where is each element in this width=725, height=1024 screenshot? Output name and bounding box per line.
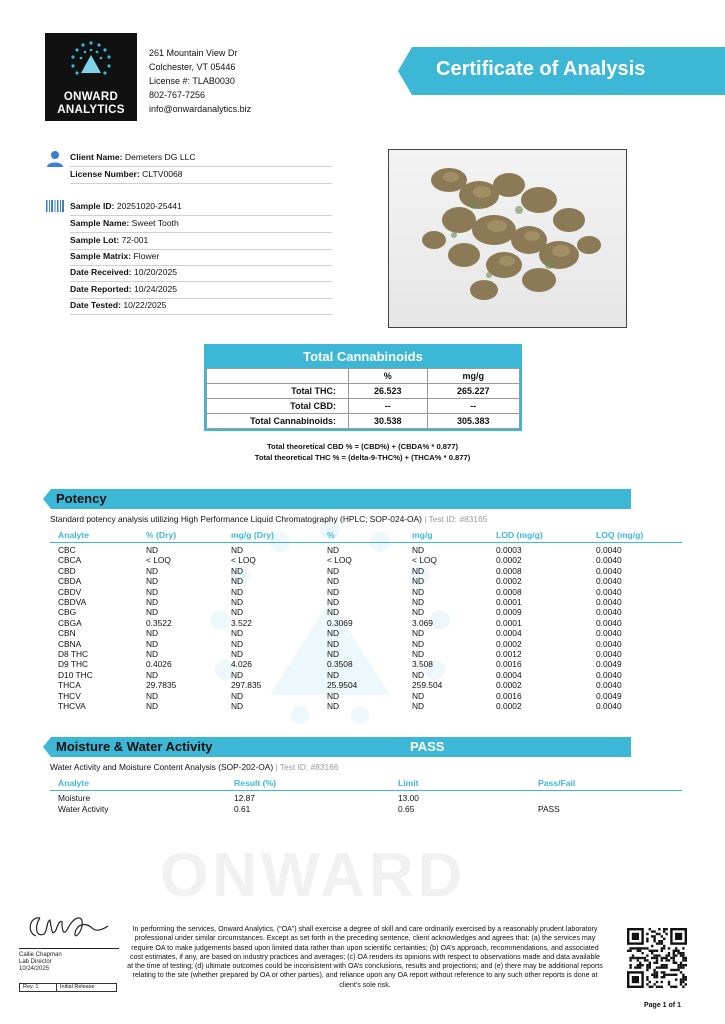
potency-cell-mg: ND xyxy=(412,607,425,618)
revision-note: Initial Release xyxy=(56,984,95,991)
user-icon xyxy=(46,150,64,168)
potency-cell-lod: 0.0002 xyxy=(496,576,522,587)
table-header-row xyxy=(207,369,520,384)
moisture-cell-result: 12.87 xyxy=(234,793,255,803)
moisture-cell-pass-fail: PASS xyxy=(538,803,560,814)
address-email: info@onwardanalytics.biz xyxy=(149,104,252,114)
table-row xyxy=(207,399,520,414)
date-tested-row xyxy=(70,298,332,315)
potency-desc-text: Standard potency analysis utilizing High Performance Liquid Chromatography (HPLC; SOP-024-OA) xyxy=(50,514,422,524)
client-license: CLTV0068 xyxy=(142,169,183,179)
potency-cell-mg-dry: 3.522 xyxy=(231,617,252,628)
potency-cell-pct-dry: ND xyxy=(146,669,159,680)
potency-cell-lod: 0.0002 xyxy=(496,680,522,691)
row-mg: 305.383 xyxy=(427,414,519,429)
moisture-cell-analyte: Water Activity xyxy=(58,803,109,814)
potency-cell-mg-dry: ND xyxy=(231,690,244,701)
sample-id-row xyxy=(70,199,332,216)
address-city: Colchester, VT 05446 xyxy=(149,62,236,72)
potency-cell-analyte: CBC xyxy=(58,545,76,555)
potency-cell-lod: 0.0008 xyxy=(496,565,522,576)
potency-cell-pct: < LOQ xyxy=(327,555,352,566)
potency-cell-analyte: CBDV xyxy=(58,586,82,597)
column-header-mg-dry: mg/g (Dry) xyxy=(231,530,274,540)
potency-cell-pct-dry: 0.4026 xyxy=(146,659,172,670)
moisture-cell-limit: 0.65 xyxy=(398,803,415,814)
address-phone: 802-767-7256 xyxy=(149,90,206,100)
moisture-cell-result: 0.61 xyxy=(234,803,251,814)
client-license-label: License Number: xyxy=(70,169,140,179)
potency-cell-mg: ND xyxy=(412,649,425,659)
potency-cell-lod: 0.0012 xyxy=(496,649,522,659)
date-received-row xyxy=(70,265,332,282)
potency-cell-lod: 0.0004 xyxy=(496,669,522,680)
company-logo xyxy=(45,33,137,121)
column-header-analyte: Analyte xyxy=(58,530,90,540)
potency-cell-loq: 0.0040 xyxy=(596,680,622,691)
total-cannabinoids-title: Total Cannabinoids xyxy=(206,346,520,368)
table-row xyxy=(207,384,520,399)
column-header-analyte: Analyte xyxy=(58,778,90,788)
client-name: Demeters DG LLC xyxy=(124,152,196,162)
potency-cell-pct: 25.9504 xyxy=(327,680,358,691)
potency-cell-lod: 0.0001 xyxy=(496,617,522,628)
potency-cell-pct: ND xyxy=(327,690,340,701)
column-header-loq: LOQ (mg/g) xyxy=(596,530,644,540)
logo-dots-icon xyxy=(67,39,115,87)
potency-cell-analyte: CBD xyxy=(58,565,76,576)
potency-cell-mg: ND xyxy=(412,545,425,555)
potency-cell-analyte: CBG xyxy=(58,607,77,618)
column-header-pass-fail: Pass/Fail xyxy=(538,778,576,788)
lab-address xyxy=(149,46,251,116)
sample-id-label: Sample ID: xyxy=(70,201,115,211)
potency-cell-pct: ND xyxy=(327,565,340,576)
potency-cell-pct: 0.3508 xyxy=(327,659,353,670)
moisture-cell-limit: 13.00 xyxy=(398,793,419,803)
potency-cell-pct: ND xyxy=(327,545,340,555)
potency-cell-lod: 0.0009 xyxy=(496,607,522,618)
potency-cell-loq: 0.0040 xyxy=(596,628,622,639)
page-number: Page 1 of 1 xyxy=(644,1002,681,1009)
potency-cell-analyte: THCA xyxy=(58,680,81,691)
logo-word-2: ANALYTICS xyxy=(57,104,125,116)
potency-cell-analyte: CBN xyxy=(58,628,76,639)
cbd-formula: Total theoretical CBD % = (CBD%) + (CBDA% * 0.877) xyxy=(266,442,458,451)
potency-cell-analyte: D9 THC xyxy=(58,659,89,670)
potency-cell-lod: 0.0008 xyxy=(496,586,522,597)
potency-cell-loq: 0.0040 xyxy=(596,586,622,597)
potency-cell-mg-dry: ND xyxy=(231,669,244,680)
revision-box xyxy=(19,983,117,992)
row-label: Total Cannabinoids: xyxy=(207,414,349,429)
client-name-row xyxy=(70,150,332,167)
potency-cell-loq: 0.0040 xyxy=(596,555,622,566)
potency-cell-mg: ND xyxy=(412,586,425,597)
potency-cell-lod: 0.0002 xyxy=(496,638,522,649)
potency-cell-mg: ND xyxy=(412,638,425,649)
potency-cell-loq: 0.0040 xyxy=(596,545,622,555)
signer-date: 10/24/2025 xyxy=(19,966,50,972)
potency-cell-pct: ND xyxy=(327,638,340,649)
potency-cell-lod: 0.0003 xyxy=(496,545,522,555)
date-reported-row xyxy=(70,282,332,299)
potency-cell-mg: 3.508 xyxy=(412,659,433,670)
potency-section-bar xyxy=(43,489,631,509)
potency-cell-mg-dry: 4.026 xyxy=(231,659,252,670)
potency-cell-lod: 0.0004 xyxy=(496,628,522,639)
potency-cell-mg-dry: ND xyxy=(231,597,244,607)
potency-cell-mg: ND xyxy=(412,628,425,639)
potency-cell-pct-dry: ND xyxy=(146,586,159,597)
potency-cell-loq: 0.0049 xyxy=(596,690,622,701)
potency-cell-lod: 0.0002 xyxy=(496,555,522,566)
potency-cell-mg: ND xyxy=(412,597,425,607)
potency-cell-pct-dry: ND xyxy=(146,576,159,587)
potency-description xyxy=(50,514,487,524)
potency-cell-pct-dry: ND xyxy=(146,597,159,607)
potency-title: Potency xyxy=(56,491,107,506)
potency-cell-analyte: D8 THC xyxy=(58,649,89,659)
potency-cell-pct: ND xyxy=(327,649,340,659)
potency-cell-pct: ND xyxy=(327,701,340,711)
potency-cell-pct-dry: ND xyxy=(146,607,159,618)
potency-cell-pct: ND xyxy=(327,628,340,639)
client-license-row xyxy=(70,167,332,184)
potency-cell-lod: 0.0001 xyxy=(496,597,522,607)
potency-cell-mg-dry: ND xyxy=(231,586,244,597)
signer-name: Callie Chapman xyxy=(19,952,62,958)
col-mg: mg/g xyxy=(427,369,519,384)
logo-word-1: ONWARD xyxy=(63,91,119,103)
potency-cell-mg-dry: ND xyxy=(231,576,244,587)
potency-cell-analyte: THCVA xyxy=(58,701,86,711)
moisture-title: Moisture & Water Activity xyxy=(56,739,213,754)
potency-header-divider xyxy=(50,542,682,543)
barcode-icon xyxy=(46,200,64,212)
sample-photo xyxy=(388,149,627,328)
potency-cell-pct-dry: ND xyxy=(146,628,159,639)
date-received-label: Date Received: xyxy=(70,267,132,277)
sample-lot-row xyxy=(70,233,332,250)
column-header-mg: mg/g xyxy=(412,530,433,540)
column-header-pct-dry: % (Dry) xyxy=(146,530,177,540)
revision-number: Rev. 1 xyxy=(23,984,39,990)
date-received: 10/20/2025 xyxy=(134,267,178,277)
potency-cell-mg: ND xyxy=(412,690,425,701)
signature-image xyxy=(22,910,114,946)
date-tested: 10/22/2025 xyxy=(123,300,167,310)
potency-cell-pct: ND xyxy=(327,669,340,680)
potency-cell-pct-dry: ND xyxy=(146,638,159,649)
potency-cell-analyte: CBNA xyxy=(58,638,82,649)
potency-cell-pct-dry: 29.7835 xyxy=(146,680,177,691)
sample-name: Sweet Tooth xyxy=(131,218,179,228)
page-title: Certificate of Analysis xyxy=(436,58,646,80)
signer-role: Lab Director xyxy=(19,959,52,965)
potency-cell-mg-dry: ND xyxy=(231,607,244,618)
potency-cell-mg-dry: ND xyxy=(231,545,244,555)
column-header-result: Result (%) xyxy=(234,778,277,788)
row-pct: 30.538 xyxy=(349,414,428,429)
potency-cell-lod: 0.0016 xyxy=(496,659,522,670)
flower-buds-image xyxy=(389,150,627,328)
potency-cell-mg: ND xyxy=(412,669,425,680)
moisture-desc-text: Water Activity and Moisture Content Analysis (SOP-202-OA) xyxy=(50,762,274,772)
moisture-cell-analyte: Moisture xyxy=(58,793,91,803)
table-row xyxy=(207,414,520,429)
thc-formula: Total theoretical THC % = (delta-9-THC%) + (THCA% * 0.877) xyxy=(254,453,471,462)
potency-cell-mg-dry: 297.835 xyxy=(231,680,262,691)
potency-cell-loq: 0.0040 xyxy=(596,607,622,618)
potency-cell-mg-dry: ND xyxy=(231,649,244,659)
column-header-limit: Limit xyxy=(398,778,419,788)
potency-cell-lod: 0.0016 xyxy=(496,690,522,701)
potency-cell-analyte: CBDVA xyxy=(58,597,87,607)
potency-cell-pct-dry: < LOQ xyxy=(146,555,171,566)
potency-cell-mg: 3.069 xyxy=(412,617,433,628)
potency-cell-pct-dry: ND xyxy=(146,701,159,711)
date-reported: 10/24/2025 xyxy=(134,284,178,294)
potency-cell-pct: ND xyxy=(327,597,340,607)
sample-name-row xyxy=(70,216,332,233)
moisture-status-badge: PASS xyxy=(410,739,445,754)
potency-cell-pct-dry: ND xyxy=(146,690,159,701)
sample-matrix: Flower xyxy=(133,251,160,261)
potency-cell-pct: ND xyxy=(327,586,340,597)
potency-cell-pct-dry: ND xyxy=(146,649,159,659)
address-street: 261 Mountain View Dr xyxy=(149,48,238,58)
potency-cell-mg-dry: ND xyxy=(231,701,244,711)
potency-cell-loq: 0.0040 xyxy=(596,565,622,576)
watermark-text: ONWARD xyxy=(160,841,467,910)
moisture-description xyxy=(50,762,338,772)
moisture-header-divider xyxy=(50,790,682,791)
potency-cell-pct: 0.3069 xyxy=(327,617,353,628)
potency-cell-mg-dry: < LOQ xyxy=(231,555,256,566)
potency-cell-analyte: CBCA xyxy=(58,555,82,566)
potency-cell-mg: 259.504 xyxy=(412,680,443,691)
column-header-pct: % xyxy=(327,530,335,540)
potency-cell-mg-dry: ND xyxy=(231,565,244,576)
potency-cell-loq: 0.0040 xyxy=(596,649,622,659)
potency-cell-pct: ND xyxy=(327,607,340,618)
potency-test-id: | Test ID: #83165 xyxy=(424,514,488,524)
potency-cell-mg-dry: ND xyxy=(231,628,244,639)
address-license: License #: TLAB0030 xyxy=(149,76,235,86)
potency-cell-lod: 0.0002 xyxy=(496,701,522,711)
row-label: Total CBD: xyxy=(207,399,349,414)
column-header-lod: LOD (mg/g) xyxy=(496,530,543,540)
row-label: Total THC: xyxy=(207,384,349,399)
row-mg: 265.227 xyxy=(427,384,519,399)
date-tested-label: Date Tested: xyxy=(70,300,121,310)
client-name-label: Client Name: xyxy=(70,152,123,162)
legal-disclaimer: In performing the services, Onward Analytics, (“OA”) shall exercise a degree of skill and care ordinarily exercised by a reasonably prudent laboratory professional under similar circumstances. Except as set forth in the preceding sentence, client acknowledges and agrees that: (a) the services may require OA to make judgements based upon limited data rather than upon scientific certainties; (b) OA’s approach, recommendations, and associated cost estimates, if any, are based on industry practices and averages; (c) OA renders its opinions with respect to observations made and data available at the time of testing; (d) ultimate outcomes could be inconsistent with OA’s conclusions, results and projections; and (e) there may be additional reports relating to the site (whether prepared by OA or other parties), and reliance upon any OA report without reference to any such other reports is done at client’s sole risk. xyxy=(127,925,603,989)
row-pct: -- xyxy=(349,399,428,414)
sample-matrix-row xyxy=(70,249,332,266)
potency-cell-mg: ND xyxy=(412,576,425,587)
potency-cell-loq: 0.0040 xyxy=(596,617,622,628)
date-reported-label: Date Reported: xyxy=(70,284,132,294)
potency-cell-mg: ND xyxy=(412,565,425,576)
potency-cell-pct-dry: ND xyxy=(146,545,159,555)
moisture-test-id: | Test ID: #83166 xyxy=(275,762,339,772)
sample-matrix-label: Sample Matrix: xyxy=(70,251,132,261)
potency-cell-analyte: CBDA xyxy=(58,576,82,587)
potency-cell-pct-dry: 0.3522 xyxy=(146,617,172,628)
potency-cell-mg: < LOQ xyxy=(412,555,437,566)
sample-name-label: Sample Name: xyxy=(70,218,130,228)
potency-cell-loq: 0.0040 xyxy=(596,597,622,607)
potency-cell-pct: ND xyxy=(327,576,340,587)
potency-cell-pct-dry: ND xyxy=(146,565,159,576)
sample-lot-label: Sample Lot: xyxy=(70,235,120,245)
potency-cell-loq: 0.0040 xyxy=(596,669,622,680)
row-pct: 26.523 xyxy=(349,384,428,399)
potency-cell-mg-dry: ND xyxy=(231,638,244,649)
row-mg: -- xyxy=(427,399,519,414)
signature-line xyxy=(19,948,119,949)
qr-code-icon xyxy=(627,928,687,988)
potency-cell-mg: ND xyxy=(412,701,425,711)
potency-cell-loq: 0.0040 xyxy=(596,701,622,711)
potency-cell-analyte: THCV xyxy=(58,690,81,701)
sample-lot: 72-001 xyxy=(121,235,149,245)
potency-cell-loq: 0.0040 xyxy=(596,638,622,649)
total-cannabinoids-table xyxy=(204,344,522,431)
col-pct: % xyxy=(349,369,428,384)
potency-cell-loq: 0.0049 xyxy=(596,659,622,670)
potency-cell-analyte: D10 THC xyxy=(58,669,93,680)
potency-cell-loq: 0.0040 xyxy=(596,576,622,587)
sample-id: 20251020-25441 xyxy=(116,201,182,211)
potency-cell-analyte: CBGA xyxy=(58,617,82,628)
